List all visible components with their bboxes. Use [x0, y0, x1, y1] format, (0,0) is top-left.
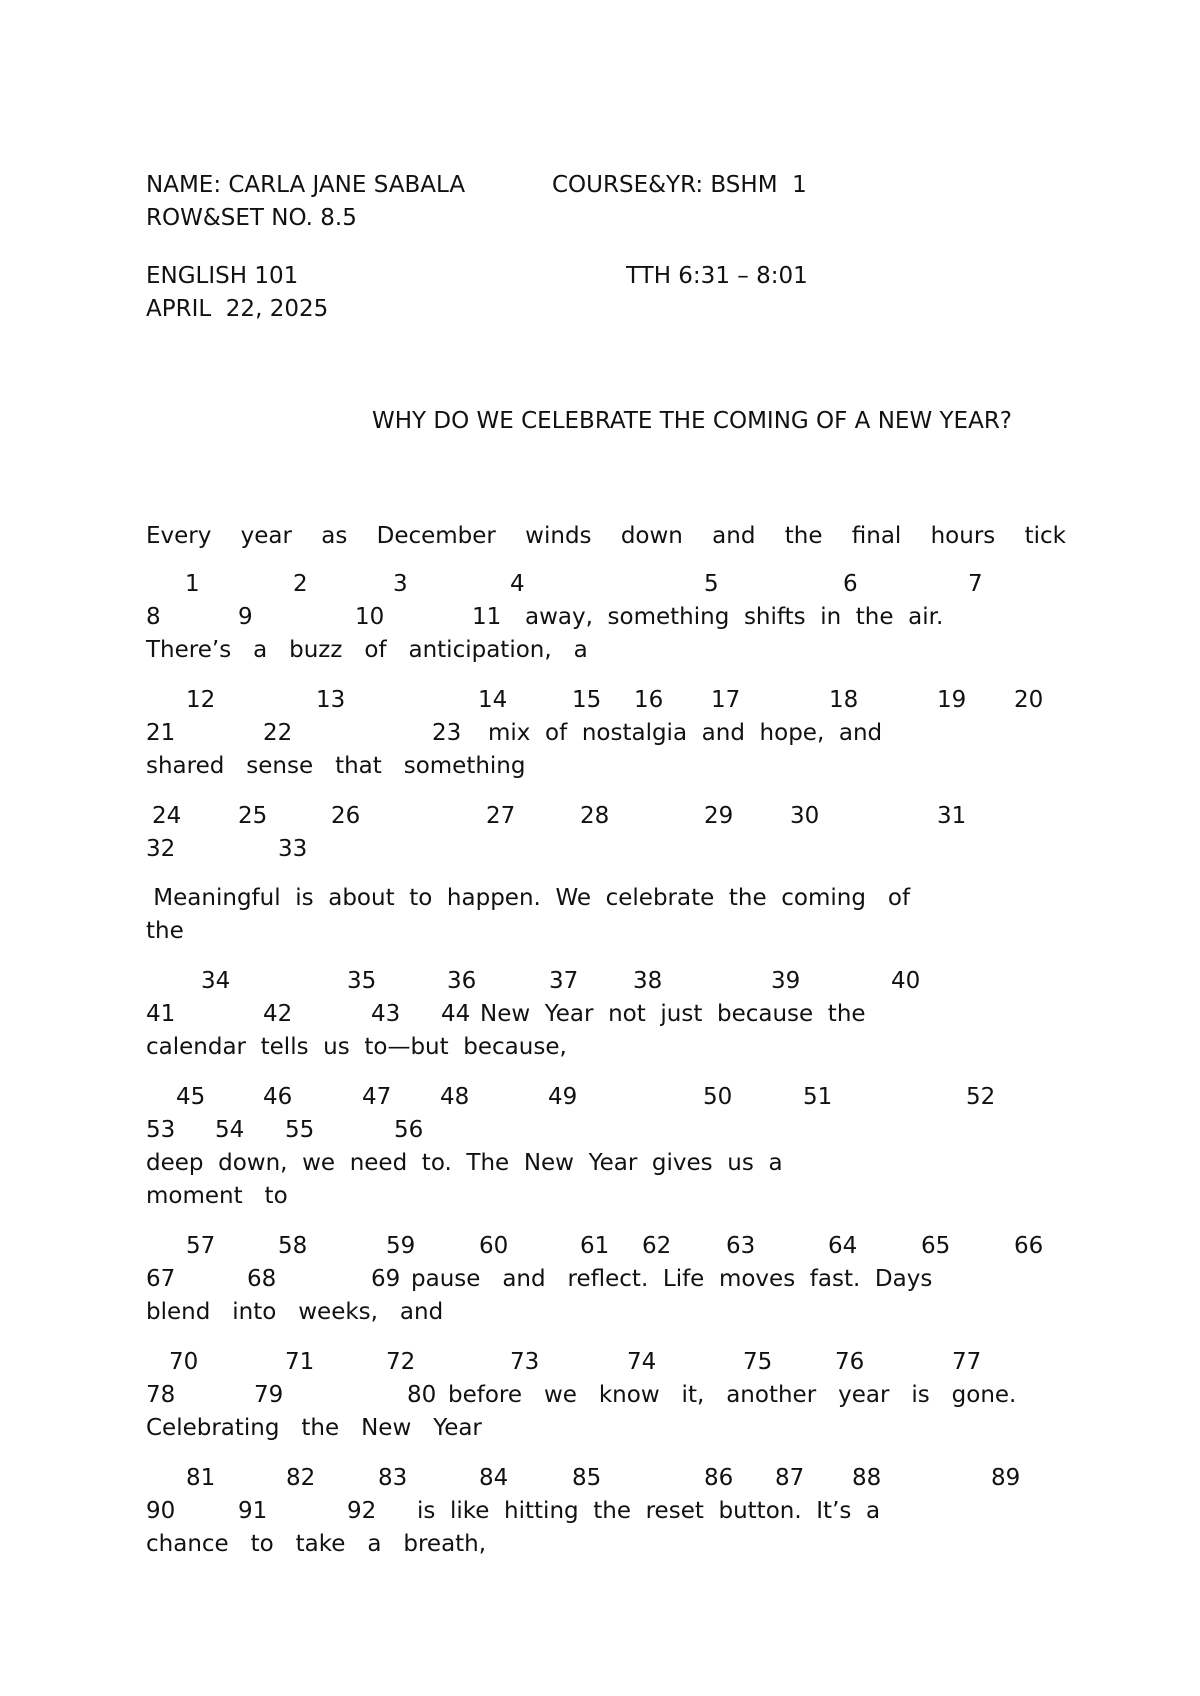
text-line: There’s a buzz of anticipation, a	[146, 637, 588, 663]
text-line: the	[146, 918, 184, 944]
text-line: deep down, we need to. The New Year gives us a	[146, 1150, 783, 1176]
word-number: 22	[263, 720, 293, 746]
word-number: 15	[572, 687, 602, 713]
word-number: 87	[775, 1465, 805, 1491]
row-set-number: ROW&SET NO. 8.5	[146, 205, 357, 231]
text-line: is like hitting the reset button. It’s a	[417, 1498, 881, 1524]
word-number: 12	[186, 687, 216, 713]
word-number: 68	[247, 1266, 277, 1292]
word: winds	[525, 523, 592, 549]
word-number: 61	[580, 1233, 610, 1259]
word-number: 54	[215, 1117, 245, 1143]
word-number: 26	[331, 803, 361, 829]
word-number: 1	[185, 571, 200, 597]
word-number: 18	[829, 687, 859, 713]
text-line: away, something shifts in the air.	[525, 604, 944, 630]
word-number: 47	[362, 1084, 392, 1110]
word-number: 59	[386, 1233, 416, 1259]
word-number: 39	[771, 968, 801, 994]
student-name: NAME: CARLA JANE SABALA	[146, 172, 466, 198]
word: and	[712, 523, 756, 549]
word-number: 31	[937, 803, 967, 829]
word-number: 69	[371, 1266, 401, 1292]
word: year	[240, 523, 292, 549]
word-number: 60	[479, 1233, 509, 1259]
word-number: 80	[407, 1382, 437, 1408]
word-number: 34	[201, 968, 231, 994]
word-number: 46	[263, 1084, 293, 1110]
word-number: 45	[176, 1084, 206, 1110]
text-line: calendar tells us to—but because,	[146, 1034, 567, 1060]
word-number: 90	[146, 1498, 176, 1524]
word-number: 78	[146, 1382, 176, 1408]
word-number: 73	[510, 1349, 540, 1375]
word-number: 28	[580, 803, 610, 829]
word-number: 27	[486, 803, 516, 829]
word-number: 64	[828, 1233, 858, 1259]
text-line: mix of nostalgia and hope, and	[488, 720, 883, 746]
word-number: 57	[186, 1233, 216, 1259]
subject: ENGLISH 101	[146, 263, 299, 289]
word-number: 14	[478, 687, 508, 713]
word-number: 81	[186, 1465, 216, 1491]
text-line: Celebrating the New Year	[146, 1415, 482, 1441]
word-number: 58	[278, 1233, 308, 1259]
word-number: 10	[355, 604, 385, 630]
word-number: 91	[238, 1498, 268, 1524]
word-number: 71	[285, 1349, 315, 1375]
word-number: 17	[711, 687, 741, 713]
word: down	[620, 523, 683, 549]
word-number: 4	[510, 571, 525, 597]
word-number: 76	[835, 1349, 865, 1375]
word-number: 13	[316, 687, 346, 713]
word-number: 67	[146, 1266, 176, 1292]
word-number: 52	[966, 1084, 996, 1110]
word-number: 8	[146, 604, 161, 630]
word-number: 62	[642, 1233, 672, 1259]
word-number: 9	[238, 604, 253, 630]
text-line: Meaningful is about to happen. We celebrate the coming of	[146, 885, 911, 911]
word-number: 92	[347, 1498, 377, 1524]
word-number: 84	[479, 1465, 509, 1491]
word-number: 44	[441, 1001, 471, 1027]
word-number: 53	[146, 1117, 176, 1143]
word-number: 16	[634, 687, 664, 713]
text-line: New Year not just because the	[480, 1001, 866, 1027]
word-number: 72	[386, 1349, 416, 1375]
word-number: 88	[852, 1465, 882, 1491]
text-line: blend into weeks, and	[146, 1299, 444, 1325]
word-number: 83	[378, 1465, 408, 1491]
word-number: 48	[440, 1084, 470, 1110]
word-number: 63	[726, 1233, 756, 1259]
word: hours	[930, 523, 996, 549]
word-number: 41	[146, 1001, 176, 1027]
word-number: 66	[1014, 1233, 1044, 1259]
text-line: shared sense that something	[146, 753, 526, 779]
text-line: pause and reflect. Life moves fast. Days	[411, 1266, 933, 1292]
word: the	[784, 523, 823, 549]
word-number: 70	[169, 1349, 199, 1375]
word-number: 77	[952, 1349, 982, 1375]
word-number: 65	[921, 1233, 951, 1259]
word-number: 51	[803, 1084, 833, 1110]
word: as	[321, 523, 348, 549]
word: Every	[146, 523, 212, 549]
word-number: 29	[704, 803, 734, 829]
word-number: 38	[633, 968, 663, 994]
word-number: 49	[548, 1084, 578, 1110]
word-number: 40	[891, 968, 921, 994]
word-number: 36	[447, 968, 477, 994]
word-number: 55	[285, 1117, 315, 1143]
word-number: 37	[549, 968, 579, 994]
text-line: moment to	[146, 1183, 288, 1209]
word-number: 35	[347, 968, 377, 994]
word-number: 20	[1014, 687, 1044, 713]
word-number: 19	[937, 687, 967, 713]
word-number: 30	[790, 803, 820, 829]
word-number: 2	[293, 571, 308, 597]
word-number: 85	[572, 1465, 602, 1491]
word-number: 7	[968, 571, 983, 597]
text-line: chance to take a breath,	[146, 1531, 487, 1557]
date: APRIL 22, 2025	[146, 296, 329, 322]
word-number: 23	[432, 720, 462, 746]
word-number: 5	[704, 571, 719, 597]
text-line: before we know it, another year is gone.	[448, 1382, 1017, 1408]
course-year: COURSE&YR: BSHM 1	[552, 172, 807, 198]
word-number: 6	[843, 571, 858, 597]
word-number: 74	[627, 1349, 657, 1375]
word: December	[376, 523, 496, 549]
word-number: 24	[152, 803, 182, 829]
word-number: 25	[238, 803, 268, 829]
word-number: 82	[286, 1465, 316, 1491]
word-number: 50	[703, 1084, 733, 1110]
word-number: 21	[146, 720, 176, 746]
word-number: 79	[254, 1382, 284, 1408]
word-number: 43	[371, 1001, 401, 1027]
word-number: 11	[472, 604, 502, 630]
text-line	[146, 520, 1066, 553]
word: tick	[1024, 523, 1066, 549]
word: final	[851, 523, 902, 549]
class-schedule: TTH 6:31 – 8:01	[626, 263, 808, 289]
word-number: 86	[704, 1465, 734, 1491]
word-number: 3	[393, 571, 408, 597]
word-number: 32	[146, 836, 176, 862]
word-number: 33	[278, 836, 308, 862]
essay-title: WHY DO WE CELEBRATE THE COMING OF A NEW YEAR?	[372, 408, 1013, 434]
word-number: 75	[743, 1349, 773, 1375]
word-number: 42	[263, 1001, 293, 1027]
word-number: 56	[394, 1117, 424, 1143]
word-number: 89	[991, 1465, 1021, 1491]
